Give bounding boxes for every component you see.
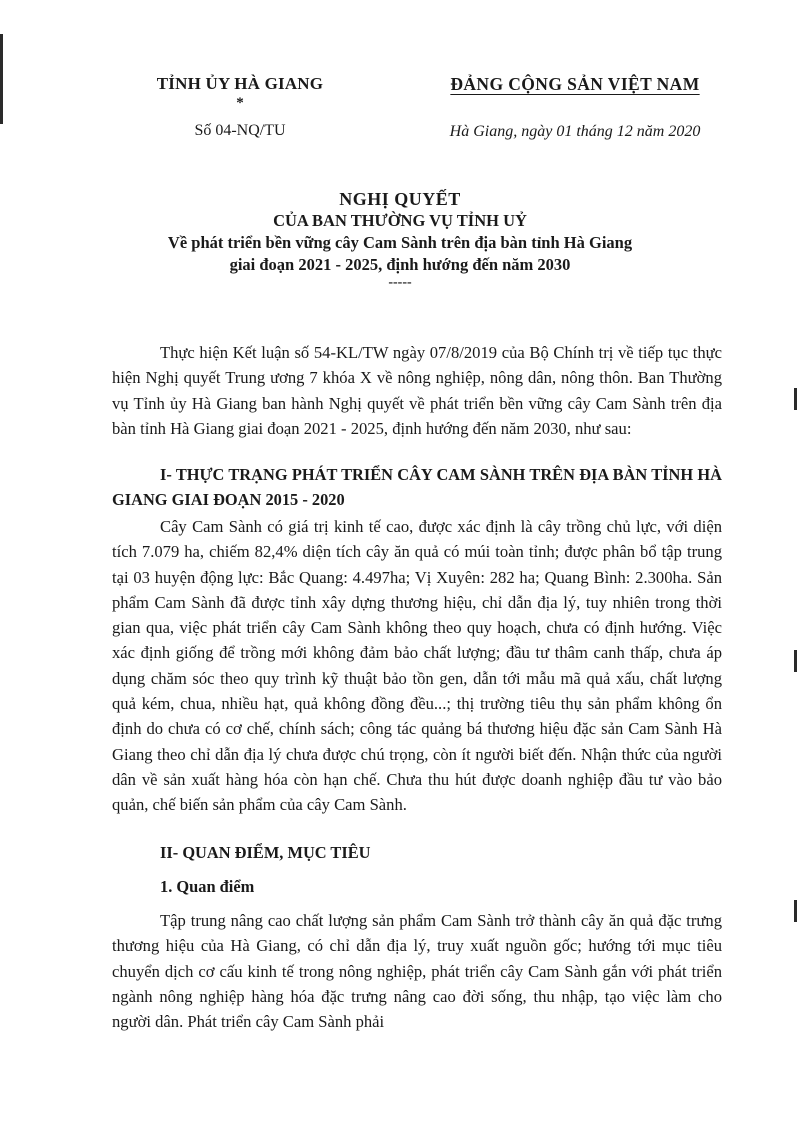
scan-edge-mark: [794, 900, 797, 922]
section-1-paragraph: Cây Cam Sành có giá trị kinh tế cao, được xác định là cây trồng chủ lực, với diện tích 7.079 ha, chiếm 82,4% diện tích cây ăn quả có múi toàn tỉnh; được phân bổ tập trung tại 03 huyện động lực: Bắc Quang: 4.497ha; Vị Xuyên: 282 ha; Quang Bình: 2.300ha. Sản phẩm Cam Sành đã được tỉnh xây dựng thương hiệu, chỉ dẫn địa lý, tuy nhiên trong thời gian qua, việc phát triển cây Cam Sành không theo quy hoạch, chưa có định hướng. Việc xác định giống để trồng mới không đảm bảo chất lượng; đầu tư thâm canh thấp, chưa áp dụng chăm sóc theo quy trình kỹ thuật bảo tồn gen, dẫn tới mẫu mã quả xấu, chất lượng quả kém, chua, nhiều hạt, quả không đồng đều...; thị trường tiêu thụ sản phẩm không ổn định do chưa có cơ chế, chính sách; công tác quảng bá thương hiệu đặc sản Cam Sành Hà Giang theo chỉ dẫn địa lý chưa được chú trọng, còn ít người biết đến. Nhận thức của người dân về sản xuất hàng hóa còn hạn chế. Chưa thu hút được doanh nghiệp đầu tư vào bảo quản, chế biến sản phẩm của cây Cam Sành.: [112, 517, 722, 815]
document-title: [110, 188, 690, 290]
issue-date: Hà Giang, ngày 01 tháng 12 năm 2020: [449, 123, 701, 140]
scan-edge-mark: [794, 650, 797, 672]
title-line-1: NGHỊ QUYẾT: [339, 189, 461, 209]
document-number: Số 04-NQ/TU: [194, 122, 286, 139]
title-line-2: CỦA BAN THƯỜNG VỤ TỈNH UỶ: [273, 211, 527, 230]
scan-edge-mark: [0, 34, 3, 124]
scan-edge-mark: [794, 388, 797, 410]
section-2-heading: II- QUAN ĐIỂM, MỤC TIÊU: [160, 843, 371, 862]
title-line-4: giai đoạn 2021 - 2025, định hướng đến năm 2030: [229, 255, 571, 274]
issuer-star: *: [236, 95, 244, 111]
issuer-block: [140, 74, 340, 140]
title-line-3: Về phát triển bền vững cây Cam Sành trên địa bàn tỉnh Hà Giang: [167, 233, 633, 252]
section-1-heading: I- THỰC TRẠNG PHÁT TRIỂN CÂY CAM SÀNH TRÊN ĐỊA BÀN TỈNH HÀ GIANG GIAI ĐOẠN 2015 - 2020: [112, 465, 722, 509]
title-separator: -----: [388, 275, 412, 290]
subsection-1-heading: 1. Quan điểm: [160, 877, 255, 896]
issuer-name: TỈNH ỦY HÀ GIANG: [156, 74, 324, 93]
intro-paragraph: Thực hiện Kết luận số 54-KL/TW ngày 07/8/2019 của Bộ Chính trị về tiếp tục thực hiện Nghị quyết Trung ương 7 khóa X về nông nghiệp, nông dân, nông thôn. Ban Thường vụ Tỉnh ủy Hà Giang ban hành Nghị quyết về phát triển bền vững cây Cam Sành trên địa bàn tỉnh Hà Giang giai đoạn 2021 - 2025, định hướng đến năm 2030, như sau:: [112, 343, 722, 438]
party-name: ĐẢNG CỘNG SẢN VIỆT NAM: [450, 74, 700, 94]
subsection-1-paragraph: Tập trung nâng cao chất lượng sản phẩm Cam Sành trở thành cây ăn quả đặc trưng thương hiệu của Hà Giang, có chỉ dẫn địa lý, truy xuất nguồn gốc; hướng tới mục tiêu chuyển dịch cơ cấu kinh tế trong nông nghiệp, phát triển cây Cam Sành gắn với phát triển ngành nông nghiệp hàng hóa đặc trưng nâng cao đời sống, thu nhập, tạo việc làm cho người dân. Phát triển cây Cam Sành phải: [112, 911, 722, 1032]
party-block: [400, 74, 750, 141]
